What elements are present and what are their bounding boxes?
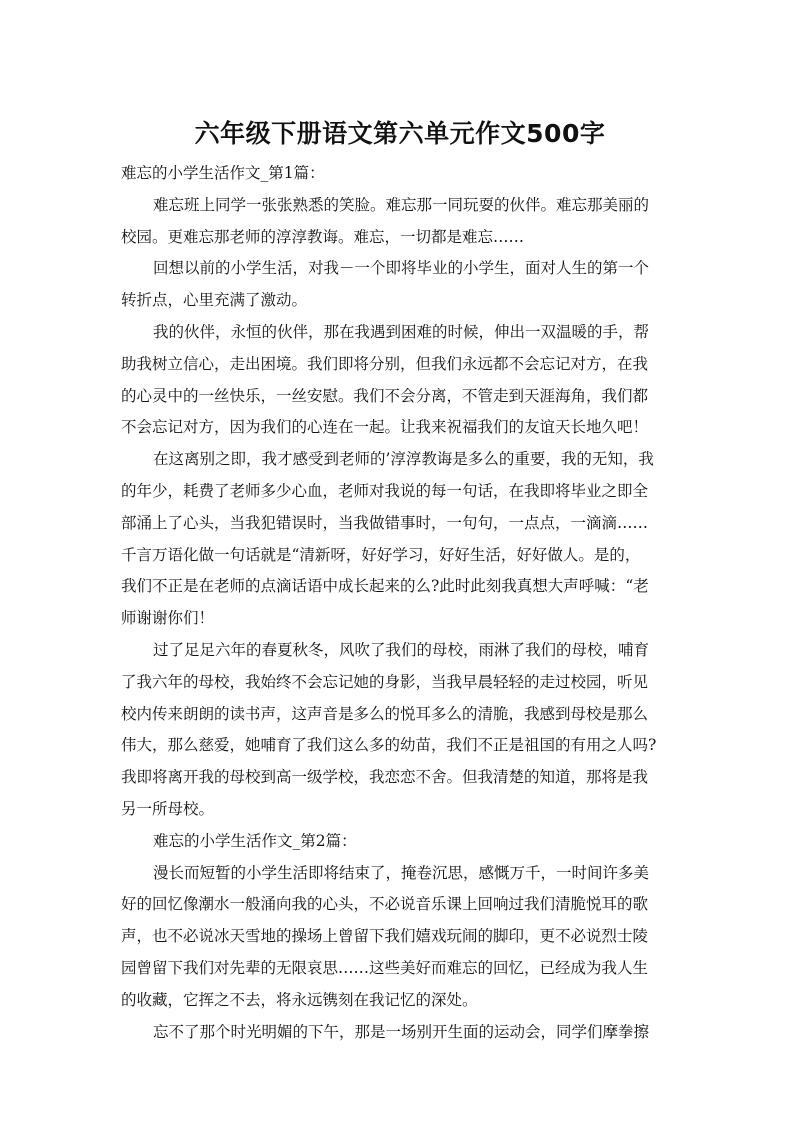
- text-line: 转折点，心里充满了激动。: [121, 291, 308, 310]
- text-line: 过了足足六年的春夏秋冬，风吹了我们的母校，雨淋了我们的母校，哺育: [153, 640, 650, 659]
- text-line: 校园。更难忘那老师的淳淳教诲。难忘，一切都是难忘……: [121, 227, 525, 246]
- text-line: 我们不正是在老师的点滴话语中成长起来的么?此时此刻我真想大声呼喊：“老: [121, 577, 649, 596]
- text-line: 园曾留下我们对先辈的无限哀思……这些美好而难忘的回忆，已经成为我人生: [121, 958, 649, 977]
- text-line: 部涌上了心头，当我犯错误时，当我做错事时，一句句，一点点，一滴滴……: [121, 513, 649, 532]
- text-line: 忘不了那个时光明媚的下午，那是一场别开生面的运动会，同学们摩拳擦: [153, 1022, 650, 1041]
- document-title: 六年级下册语文第六单元作文500字: [194, 119, 606, 148]
- text-line: 难忘班上同学一张张熟悉的笑脸。难忘那一同玩耍的伙伴。难忘那美丽的: [153, 195, 650, 214]
- text-line: 另一所母校。: [121, 799, 215, 818]
- text-line: 校内传来朗朗的读书声，这声音是多么的悦耳多么的清脆，我感到母校是那么: [121, 704, 649, 723]
- text-line: 不会忘记对方，因为我们的心连在一起。让我来祝福我们的友谊天长地久吧！: [121, 418, 649, 437]
- text-line: 我的伙伴，永恒的伙伴，那在我遇到困难的时候，伸出一双温暖的手，帮: [153, 322, 650, 341]
- text-line: 了我六年的母校，我始终不会忘记她的身影，当我早晨轻轻的走过校园，听见: [121, 672, 649, 691]
- text-line: 回想以前的小学生活，对我－一个即将毕业的小学生，面对人生的第一个: [153, 259, 650, 278]
- document-body: [121, 158, 683, 1048]
- text-line: 在这离别之即，我才感受到老师的’淳淳教诲是多么的重要，我的无知，我: [153, 450, 654, 469]
- text-line: 我即将离开我的母校到高一级学校，我恋恋不舍。但我清楚的知道，那将是我: [121, 768, 649, 787]
- text-line: 的心灵中的一丝快乐，一丝安慰。我们不会分离，不管走到天涯海角，我们都: [121, 386, 649, 405]
- text-line: 的年少，耗费了老师多少心血，老师对我说的每一句话，在我即将毕业之即全: [121, 481, 649, 500]
- text-line: 声，也不必说冰天雪地的操场上曾留下我们嬉戏玩闹的脚印，更不必说烈士陵: [121, 927, 649, 946]
- text-line: 难忘的小学生活作文_第2篇：: [153, 831, 357, 850]
- text-line: 助我树立信心，走出困境。我们即将分别，但我们永远都不会忘记对方，在我: [121, 354, 649, 373]
- text-line: 师谢谢你们！: [121, 609, 215, 628]
- text-line: 漫长而短暂的小学生活即将结束了，掩卷沉思，感慨万千，一时间许多美: [153, 863, 650, 882]
- text-line: 好的回忆像潮水一般涌向我的心头，不必说音乐课上回响过我们清脆悦耳的歌: [121, 895, 649, 914]
- text-line: 难忘的小学生活作文_第1篇：: [121, 164, 325, 182]
- text-line: 的收藏，它挥之不去，将永远镌刻在我记忆的深处。: [121, 990, 478, 1009]
- text-line: 伟大，那么慈爱，她哺育了我们这么多的幼苗，我们不正是祖国的有用之人吗?: [121, 736, 657, 755]
- text-line: 千言万语化做一句话就是“清新呀，好好学习，好好生活，好好做人。是的，: [121, 545, 641, 564]
